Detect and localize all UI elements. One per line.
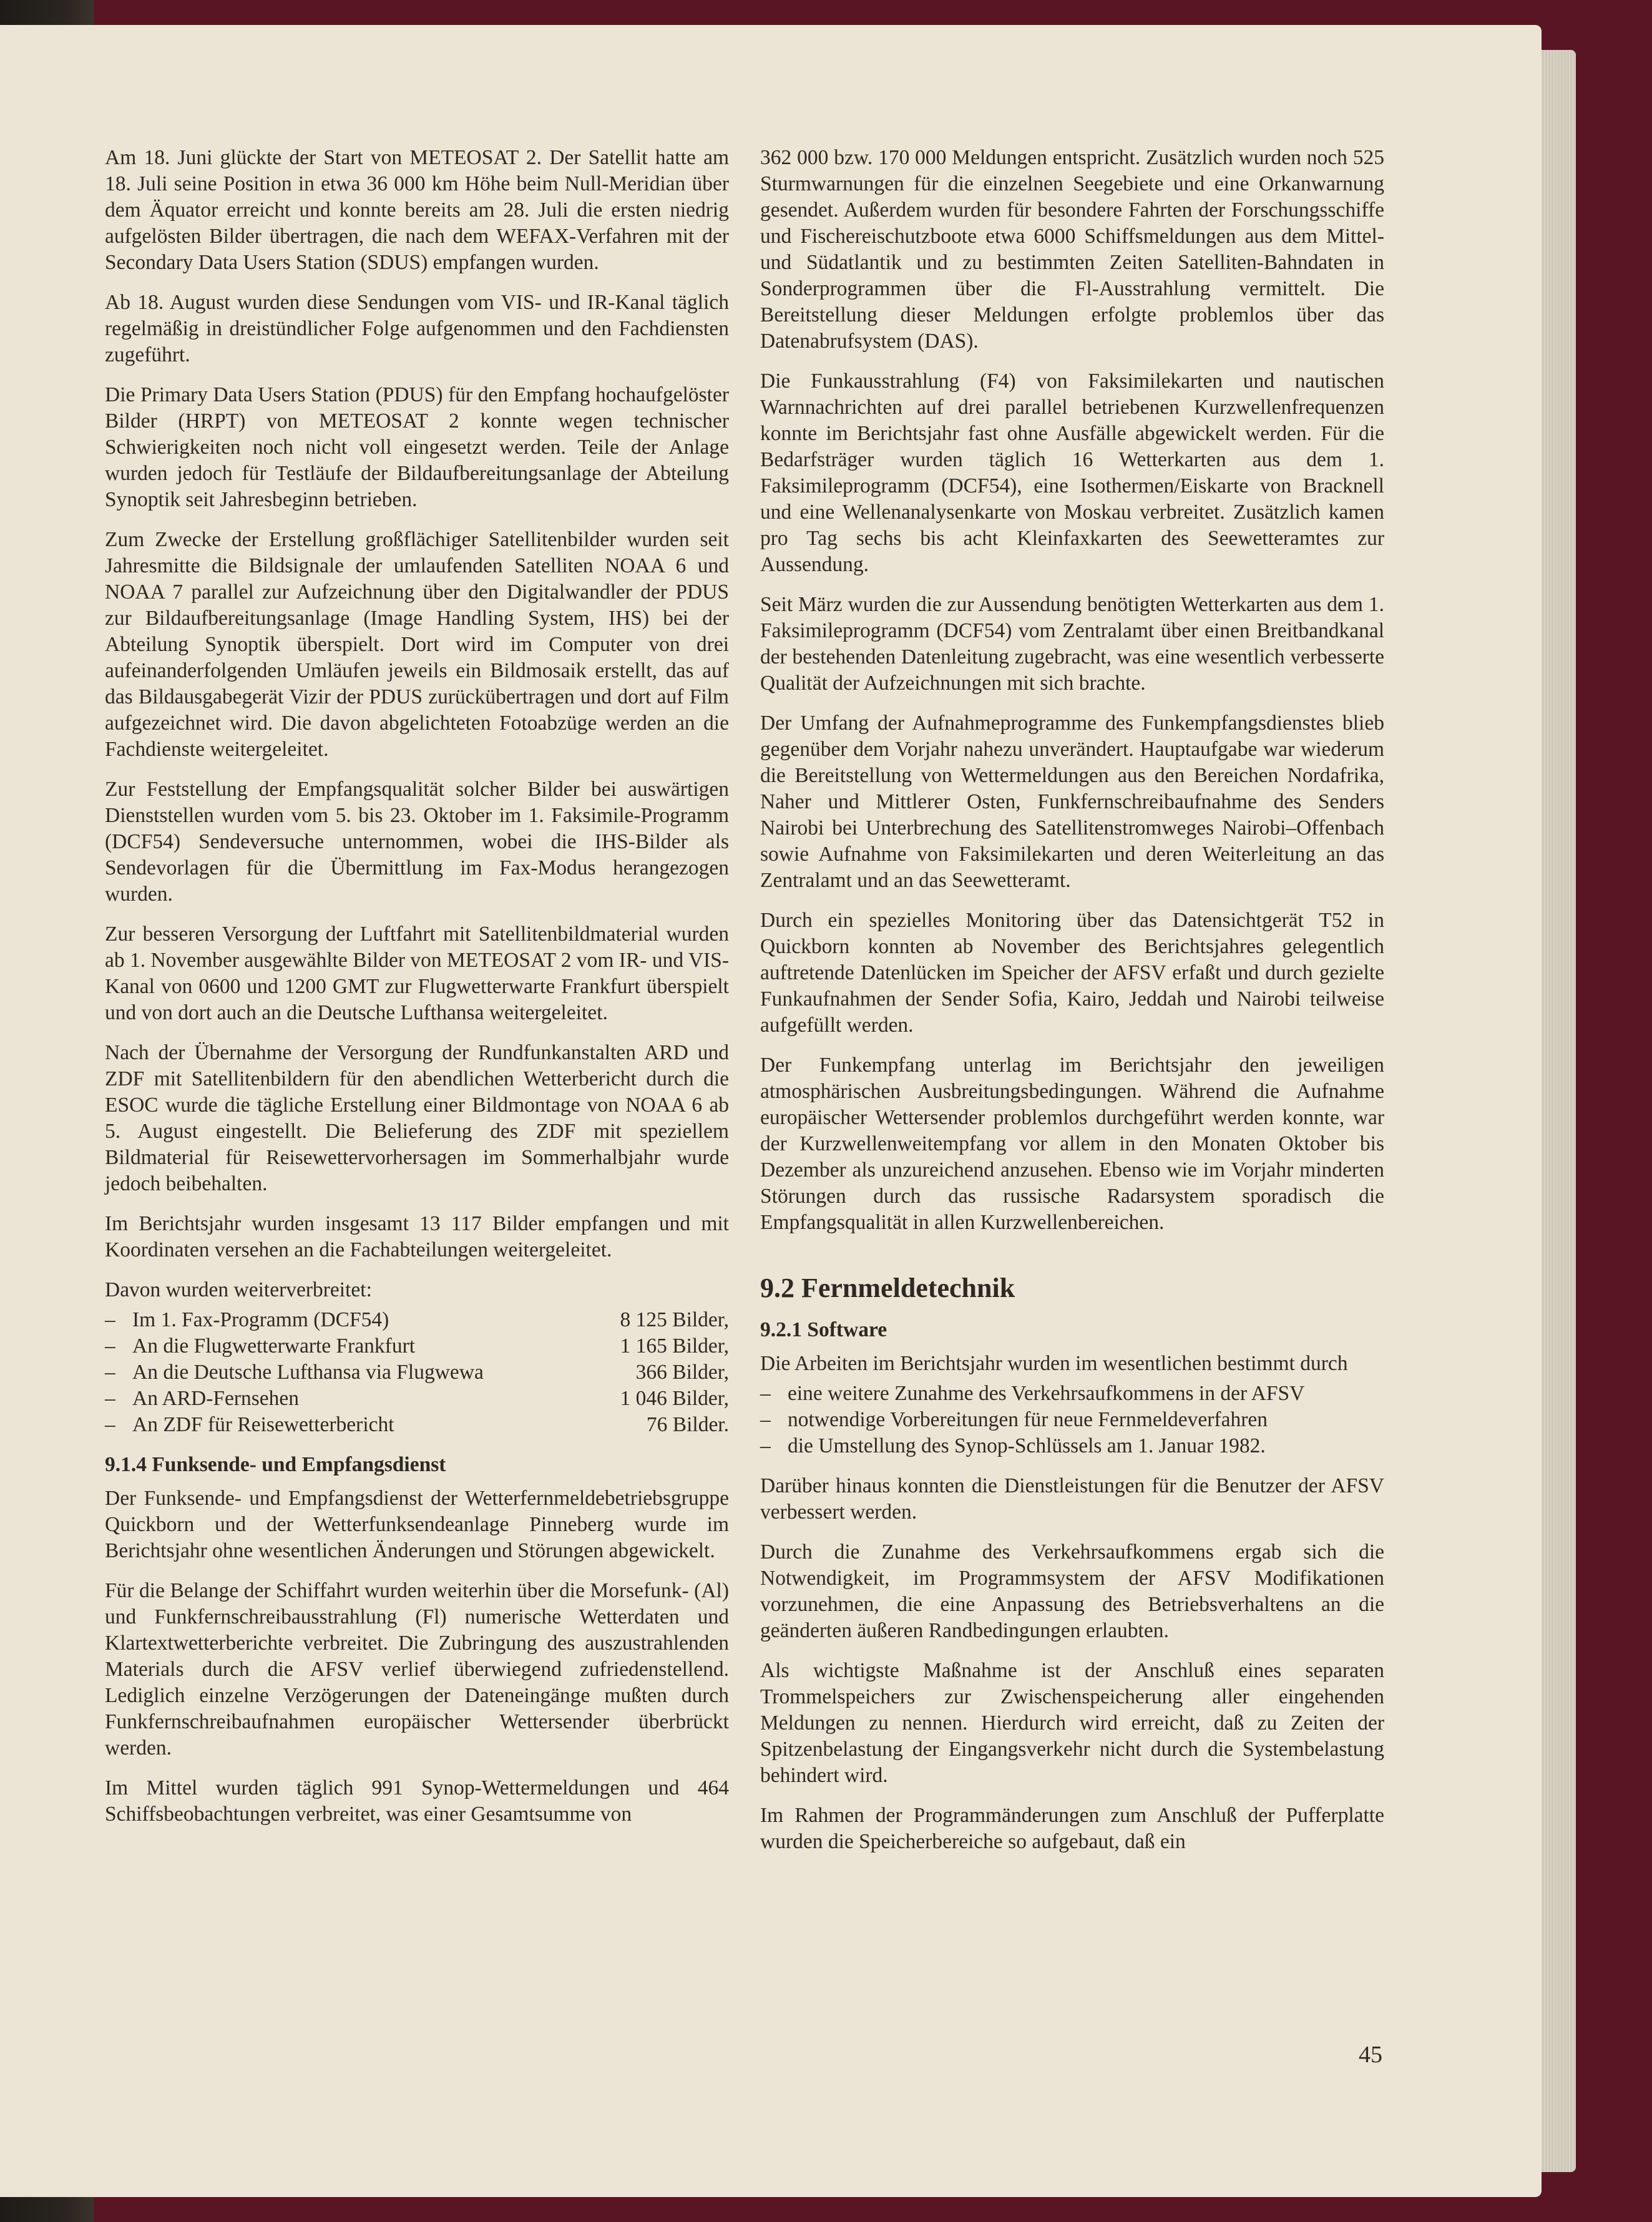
page-edges <box>1542 50 1576 2172</box>
distribution-row: – An die Deutsche Lufthansa via Flugwewa 366 Bilder, <box>105 1359 729 1386</box>
paragraph: Nach der Übernahme der Versorgung der Rundfunkanstalten ARD und ZDF mit Satellitenbildern für den abendlichen Wetterbericht durch die ESOC wurde die tägliche Erstellung einer Bildmontage von NOAA 6 ab 5. August eingestellt. Die Belieferung des ZDF mit speziellem Bildmaterial für Reisewettervorhersagen im Sommerhalbjahr wurde jedoch beibehalten. <box>105 1041 729 1195</box>
paragraph: 362 000 bzw. 170 000 Meldungen entspricht. Zusätzlich wurden noch 525 Sturmwarnungen für die einzelnen Seegebiete und eine Orkanwarnung gesendet. Außerdem wurden für besondere Fahrten der Forschungsschiffe und Fischereischutzboote etwa 6000 Schiffsmeldungen aus dem Mittel- und Südatlantik und zu bestimmten Zeiten Satelliten-Bahndaten in Sonderprogrammen über die Fl-Ausstrahlung vermittelt. Die Bereitstellung dieser Meldungen erfolgte problemlos über das Datenabrufsystem (DAS). <box>760 146 1384 353</box>
left-column <box>105 145 729 1841</box>
paragraph: Der Umfang der Aufnahmeprogramme des Funkempfangsdienstes blieb gegenüber dem Vorjahr nahezu unverändert. Hauptaufgabe war wiederum die Bereitstellung von Wettermeldungen aus den Bereichen Nordafrika, Naher und Mittlerer Osten, Funkfernschreibaufnahme des Senders Nairobi bei Unterbrechung des Satellitenstromweges Nairobi–Offenbach sowie Aufnahme von Faksimilekarten und deren Weiterleitung an das Zentralamt und an das Seewetteramt. <box>760 712 1384 892</box>
distribution-row: – An die Flugwetterwarte Frankfurt 1 165 Bilder, <box>105 1333 729 1359</box>
paragraph: Im Rahmen der Programmänderungen zum Anschluß der Pufferplatte wurden die Speicherbereiche so aufgebaut, daß ein <box>760 1804 1384 1853</box>
paragraph: Als wichtigste Maßnahme ist der Anschluß eines separaten Trommelspeichers zur Zwischenspeicherung aller eingehenden Meldungen zu nennen. Hierdurch wird erreicht, daß zu Zeiten der Spitzenbelastung der Eingangsverkehr nicht durch die Systembelastung behindert wird. <box>760 1659 1384 1787</box>
paragraph: Am 18. Juni glückte der Start von METEOSAT 2. Der Satellit hatte am 18. Juli seine Position in etwa 36 000 km Höhe beim Null-Meridian über dem Äquator erreicht und konnte bereits am 28. Juli die ersten niedrig aufgelösten Bilder übertragen, die nach dem WEFAX-Verfahren mit der Secondary Data Users Station (SDUS) empfangen wurden. <box>105 146 729 274</box>
paragraph: Für die Belange der Schiffahrt wurden weiterhin über die Morsefunk- (Al) und Funkfernschreibausstrahlung (Fl) numerische Wetterdaten und Klartextwetterberichte verbreitet. Die Zubringung des auszustrahlenden Materials durch die AFSV verlief überwiegend zufriedenstellend. Lediglich einzelne Verzögerungen der Dateneingänge mußten durch Funkfernschreibaufnahmen europäischer Wettersender überbrückt werden. <box>105 1579 729 1759</box>
subsection-heading: 9.2.1 Software <box>760 1318 887 1341</box>
list-item: – eine weitere Zunahme des Verkehrsaufkommens in der AFSV <box>760 1381 1384 1407</box>
paragraph: Seit März wurden die zur Aussendung benötigten Wetterkarten aus dem 1. Faksimileprogramm (DCF54) vom Zentralamt über einen Breitbandkanal der bestehenden Datenleitung zugebracht, was eine wesentlich verbesserte Qualität der Aufzeichnungen mit sich brachte. <box>760 593 1384 695</box>
right-column <box>760 145 1384 1869</box>
paragraph: Der Funksende- und Empfangsdienst der Wetterfernmeldebetriebsgruppe Quickborn und der Wetterfunksendeanlage Pinneberg wurde im Berichtsjahr ohne wesentlichen Änderungen und Störungen abgewickelt. <box>105 1487 729 1562</box>
paragraph: Zur besseren Versorgung der Luftfahrt mit Satellitenbildmaterial wurden ab 1. November ausgewählte Bilder von METEOSAT 2 vom IR- und VIS-Kanal von 0600 und 1200 GMT zur Flugwetterwarte Frankfurt überspielt und von dort auch an die Deutsche Lufthansa weitergeleitet. <box>105 923 729 1024</box>
page-number: 45 <box>1359 2042 1382 2068</box>
paragraph: Die Primary Data Users Station (PDUS) für den Empfang hochaufgelöster Bilder (HRPT) von METEOSAT 2 konnte wegen technischer Schwierigkeiten noch nicht voll eingesetzt werden. Teile der Anlage wurden jedoch für Testläufe der Bildaufbereitungsanlage der Abteilung Synoptik seit Jahresbeginn betrieben. <box>105 383 729 511</box>
list-item: – die Umstellung des Synop-Schlüssels am 1. Januar 1982. <box>760 1433 1384 1459</box>
distribution-list <box>105 1307 729 1438</box>
section-heading: 9.2 Fernmeldetechnik <box>760 1273 1015 1303</box>
distribution-row: – An ARD-Fernsehen 1 046 Bilder, <box>105 1386 729 1412</box>
paragraph: Zum Zwecke der Erstellung großflächiger Satellitenbilder wurden seit Jahresmitte die Bildsignale der umlaufenden Satelliten NOAA 6 und NOAA 7 parallel zur Aufzeichnung über den Digitalwandler der PDUS zur Bildaufbereitungsanlage (Image Handling System, IHS) bei der Abteilung Synoptik überspielt. Dort wird im Computer von drei aufeinanderfolgenden Umläufen jeweils ein Bildmosaik erstellt, das auf das Bildausgabegerät Vizir der PDUS zurückübertragen und dort auf Film aufgezeichnet wird. Die davon abgelichteten Fotoabzüge werden an die Fachdienste weitergeleitet. <box>105 528 729 761</box>
list-item: – notwendige Vorbereitungen für neue Fernmeldeverfahren <box>760 1407 1384 1433</box>
distribution-row: – An ZDF für Reisewetterbericht 76 Bilder. <box>105 1412 729 1438</box>
distribution-row: – Im 1. Fax-Programm (DCF54) 8 125 Bilder, <box>105 1307 729 1333</box>
paragraph: Im Mittel wurden täglich 991 Synop-Wettermeldungen und 464 Schiffsbeobachtungen verbreitet, was einer Gesamtsumme von <box>105 1776 729 1826</box>
bullet-list <box>760 1381 1384 1459</box>
paragraph: Durch ein spezielles Monitoring über das Datensichtgerät T52 in Quickborn konnten ab November des Berichtsjahres gelegentlich auftretende Datenlücken im Speicher der AFSV erfaßt und durch gezielte Funkaufnahmen der Sender Sofia, Kairo, Jeddah und Nairobi teilweise aufgefüllt werden. <box>760 909 1384 1037</box>
paragraph: Der Funkempfang unterlag im Berichtsjahr den jeweiligen atmosphärischen Ausbreitungsbedingungen. Während die Aufnahme europäischer Wettersender problemlos durchgeführt werden konnte, war der Kurzwellenweitempfang vor allem in den Monaten Oktober bis Dezember als unzureichend anzusehen. Ebenso wie im Vorjahr minderten Störungen durch das russische Radarsystem sporadisch die Empfangsqualität in allen Kurzwellenbereichen. <box>760 1054 1384 1234</box>
paragraph: Die Funkausstrahlung (F4) von Faksimilekarten und nautischen Warnnachrichten auf drei parallel betriebenen Kurzwellenfrequenzen konnte im Berichtsjahr fast ohne Ausfälle abgewickelt werden. Für die Bedarfsträger wurden täglich 16 Wetterkarten aus dem 1. Faksimileprogramm (DCF54), eine Isothermen/Eiskarte von Bracknell und eine Wellenanalysenkarte von Moskau verbreitet. Zusätzlich kamen pro Tag sechs bis acht Kleinfaxkarten des Seewetteramtes zur Aussendung. <box>760 370 1384 576</box>
paragraph: Ab 18. August wurden diese Sendungen vom VIS- und IR-Kanal täglich regelmäßig in dreistündlicher Folge aufgenommen und den Fachdiensten zugeführt. <box>105 291 729 366</box>
paragraph: Im Berichtsjahr wurden insgesamt 13 117 Bilder empfangen und mit Koordinaten versehen an die Fachabteilungen weitergeleitet. <box>105 1212 729 1261</box>
paragraph: Die Arbeiten im Berichtsjahr wurden im wesentlichen bestimmt durch <box>760 1352 1348 1375</box>
paragraph: Zur Feststellung der Empfangsqualität solcher Bilder bei auswärtigen Dienststellen wurden vom 5. bis 23. Oktober im 1. Faksimile-Programm (DCF54) Sendeversuche unternommen, wobei die IHS-Bilder als Sendevorlagen für die Übermittlung im Fax-Modus herangezogen wurden. <box>105 778 729 906</box>
subsection-heading: 9.1.4 Funksende- und Empfangsdienst <box>105 1453 446 1476</box>
paragraph: Durch die Zunahme des Verkehrsaufkommens ergab sich die Notwendigkeit, im Programmsystem der AFSV Modifikationen vorzunehmen, die eine Anpassung des Betriebsverhaltens an die geänderten äußeren Randbedingungen erlaubten. <box>760 1540 1384 1642</box>
paragraph: Darüber hinaus konnten die Dienstleistungen für die Benutzer der AFSV verbessert werden. <box>760 1474 1384 1524</box>
paragraph: Davon wurden weiterverbreitet: <box>105 1278 372 1301</box>
